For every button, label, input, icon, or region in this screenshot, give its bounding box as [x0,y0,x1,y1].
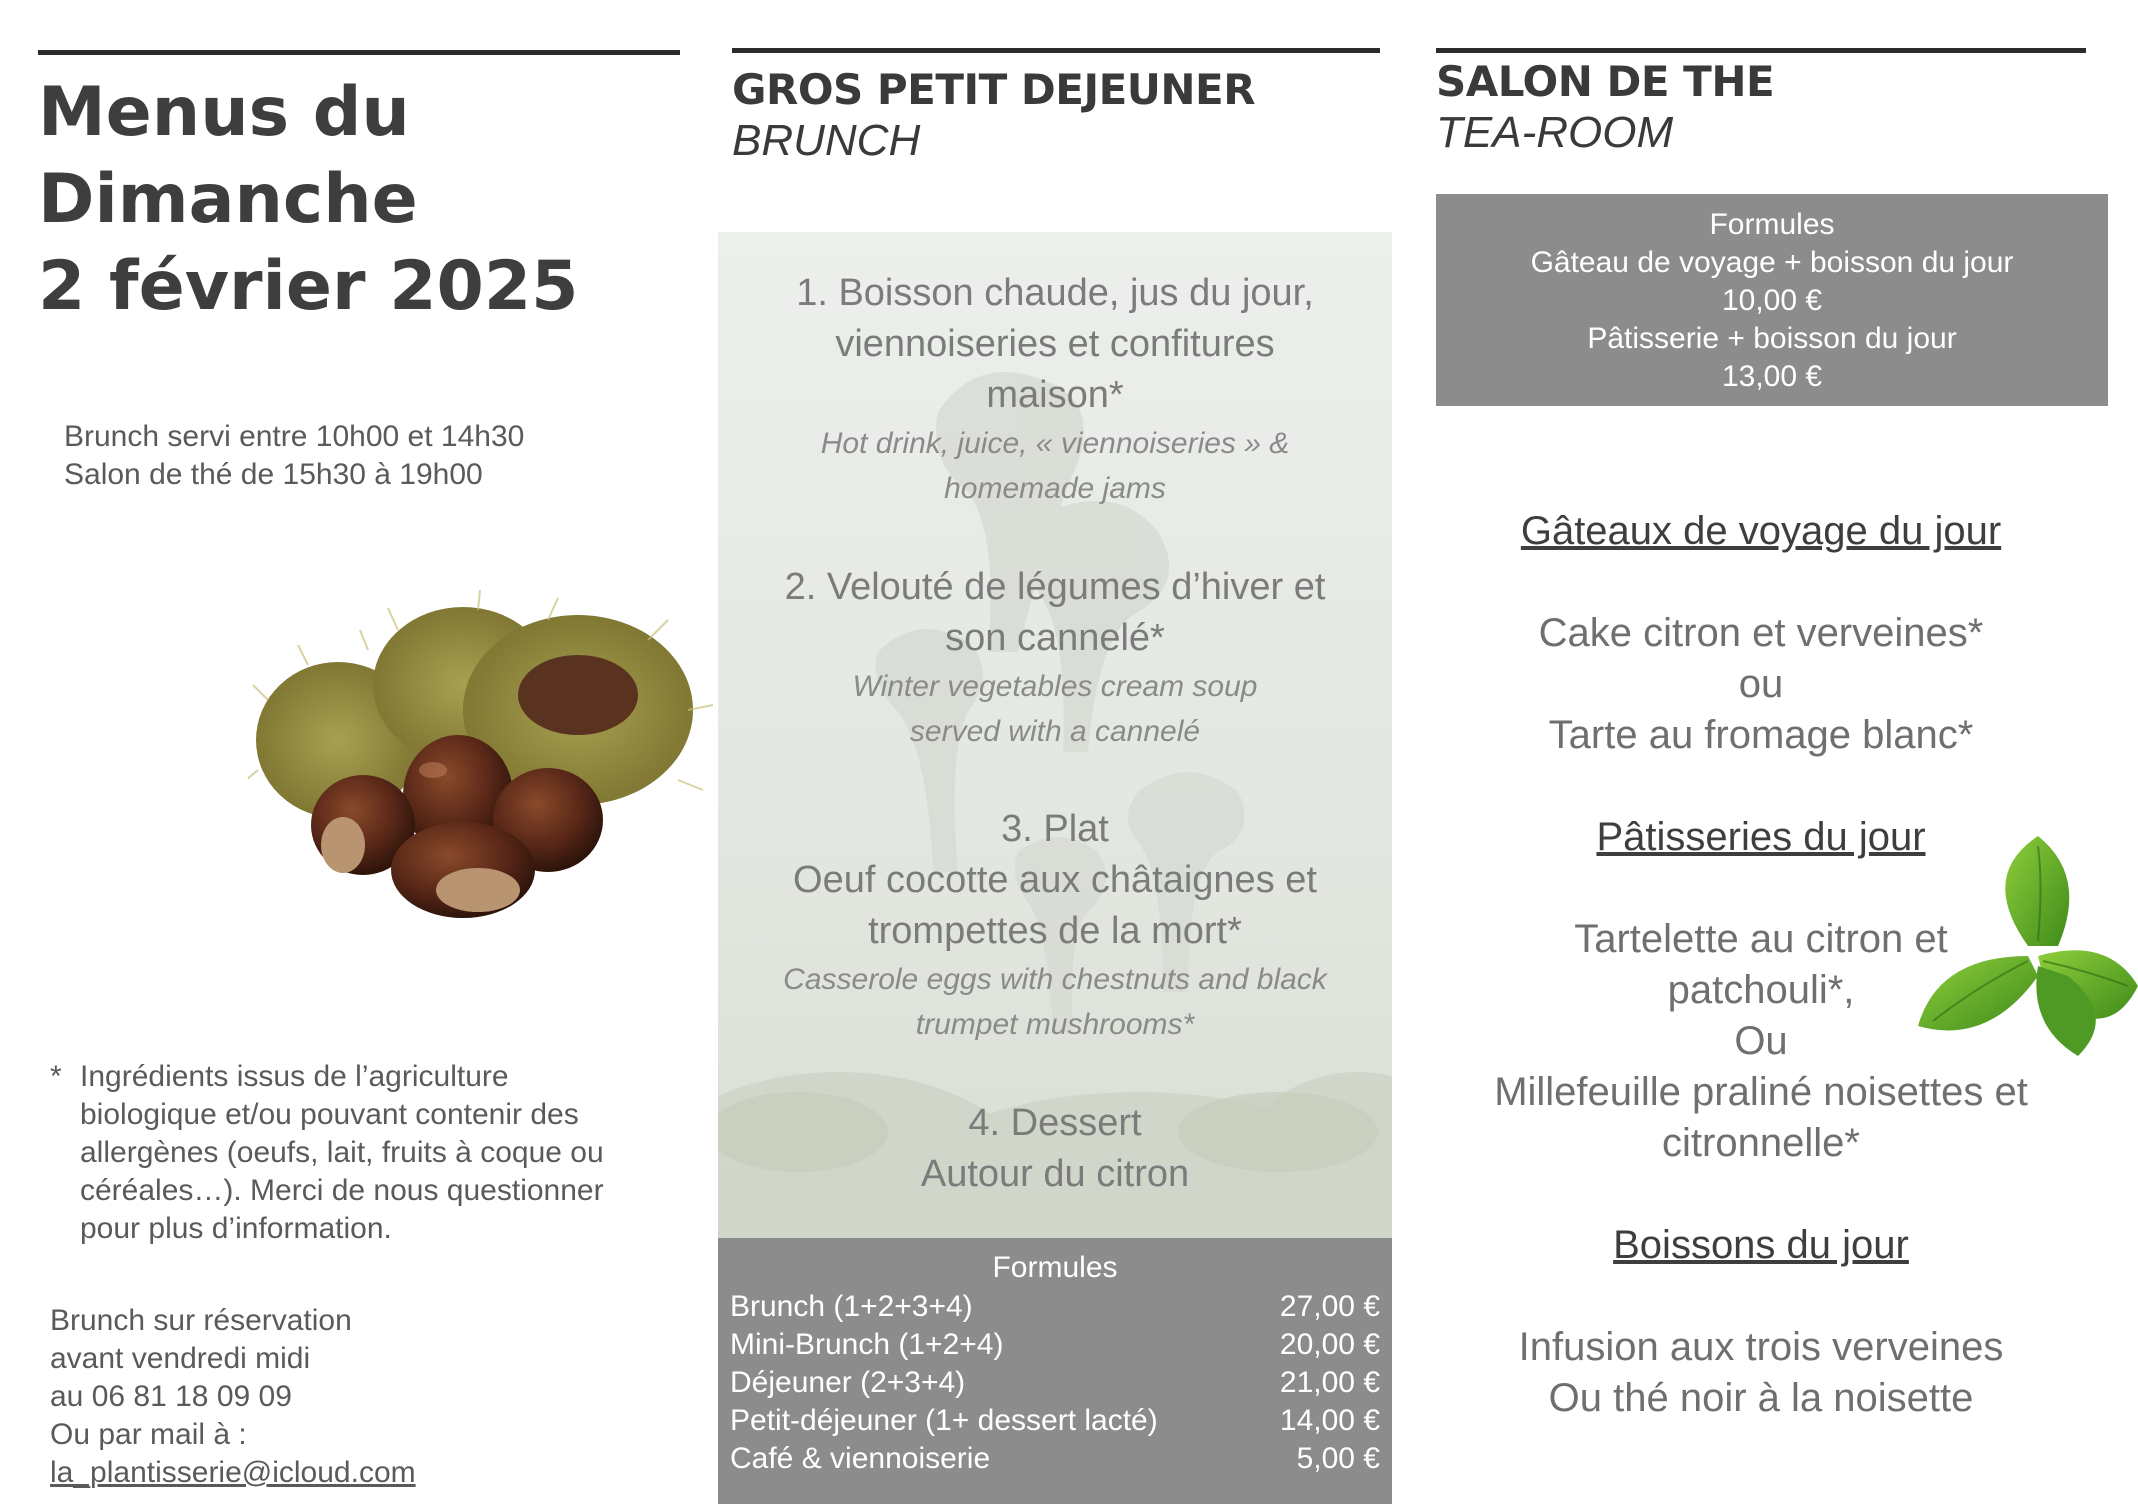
organic-footnote [50,1058,680,1248]
info-column [38,0,680,1512]
menu-item: Cake citron et verveines* [1538,611,1984,655]
formule-row [718,1326,1392,1364]
formule-price: 21,00 € [1279,1366,1380,1399]
course-translation-line: Hot drink, juice, « viennoiseries » & [820,427,1290,460]
formules-price: 10,00 € [1721,284,1823,317]
title-line: 2 février 2025 [38,247,579,326]
brunch-formules-box [718,1238,1392,1504]
footnote-line: céréales…). Merci de nous questionner [80,1174,604,1207]
formules-line: Gâteau de voyage + boisson du jour [1530,246,2014,279]
formule-row [718,1288,1392,1326]
chestnuts-image [248,590,718,930]
section-heading: Gâteaux de voyage du jour [1520,509,2002,553]
formules-line: Formules [1709,208,1835,241]
course-title-line: 4. Dessert [968,1102,1142,1144]
brunch-menu-panel [718,232,1392,1238]
formule-price: 20,00 € [1279,1328,1380,1361]
menu-item: Tartelette au citron et [1574,917,1948,961]
reservation-info [50,1302,416,1492]
formule-row [718,1364,1392,1402]
course-title-line: Autour du citron [920,1153,1190,1195]
course-translation-line: Casserole eggs with chestnuts and black [783,963,1327,996]
formules-title: Formules [992,1251,1118,1284]
course-translation-line: homemade jams [944,472,1166,505]
course-title-line: maison* [986,374,1124,416]
menu-item: ou [1738,662,1784,706]
top-rule [38,50,680,55]
page-title [38,69,680,330]
phone-number: au 06 81 18 09 09 [50,1380,292,1413]
formule-label: Déjeuner (2+3+4) [730,1366,966,1399]
formule-price: 5,00 € [1296,1442,1380,1475]
course-4 [718,1098,1392,1200]
email-link[interactable]: la_plantisserie@icloud.com [50,1456,416,1489]
formule-price: 27,00 € [1279,1290,1380,1323]
brunch-subtitle: BRUNCH [732,116,921,165]
menu-item: Infusion aux trois verveines [1518,1325,2004,1369]
title-line: Dimanche [38,160,418,239]
menu-item: Ou thé noir à la noisette [1548,1376,1974,1420]
tea-room-hours: Salon de thé de 15h30 à 19h00 [64,458,483,491]
section-heading: Boissons du jour [1613,1223,1909,1267]
menu-item: Ou [1734,1019,1788,1063]
menu-item: Millefeuille praliné noisettes et [1494,1070,2028,1114]
course-2 [718,562,1392,754]
course-translation-line: Winter vegetables cream soup [852,670,1258,703]
formule-row [718,1402,1392,1440]
course-title-line: viennoiseries et confitures [835,323,1275,365]
top-rule [732,48,1380,53]
menu-item: patchouli*, [1667,968,1855,1012]
tea-room-column [1436,0,2086,1512]
course-3 [718,804,1392,1047]
course-title-line: 1. Boisson chaude, jus du jour, [796,272,1314,314]
formule-row [718,1440,1392,1478]
course-translation-line: served with a cannelé [909,715,1201,748]
formule-price: 14,00 € [1279,1404,1380,1437]
top-rule [1436,48,2086,53]
title-line: Menus du [38,73,410,152]
mint-leaf-image [1918,836,2138,1056]
reservation-line: avant vendredi midi [50,1342,311,1375]
course-title-line: Oeuf cocotte aux châtaignes et [793,859,1317,901]
footnote-star: * [50,1060,62,1093]
footnote-line: biologique et/ou pouvant contenir des [80,1098,579,1131]
brunch-column [732,0,1380,1512]
tea-room-subtitle: TEA-ROOM [1436,108,1674,157]
reservation-line: Ou par mail à : [50,1418,247,1451]
footnote-line: pour plus d’information. [80,1212,392,1245]
formule-label: Café & viennoiserie [730,1442,991,1475]
formule-label: Petit-déjeuner (1+ dessert lacté) [730,1404,1158,1437]
formules-line: Pâtisserie + boisson du jour [1587,322,1957,355]
brunch-hours: Brunch servi entre 10h00 et 14h30 [64,420,525,453]
opening-hours [64,418,524,494]
brunch-title: GROS PETIT DEJEUNER [732,65,1256,114]
section-heading: Pâtisseries du jour [1596,815,1926,859]
footnote-line: allergènes (oeufs, lait, fruits à coque ou [80,1136,604,1169]
tea-room-title: SALON DE THE [1436,57,1775,106]
formules-price: 13,00 € [1721,360,1823,393]
course-translation-line: trumpet mushrooms* [915,1008,1195,1041]
menu-item: citronnelle* [1662,1121,1860,1165]
tea-formules-box [1436,194,2108,406]
footnote-line: Ingrédients issus de l’agriculture [80,1060,509,1093]
formule-label: Brunch (1+2+3+4) [730,1290,973,1323]
course-1 [718,268,1392,511]
course-title-line: 2. Velouté de légumes d’hiver et [784,566,1326,608]
course-title-line: son cannelé* [945,617,1165,659]
formule-label: Mini-Brunch (1+2+4) [730,1328,1004,1361]
menu-item: Tarte au fromage blanc* [1548,713,1974,757]
reservation-line: Brunch sur réservation [50,1304,352,1337]
course-title-line: 3. Plat [1001,808,1109,850]
course-title-line: trompettes de la mort* [868,910,1242,952]
